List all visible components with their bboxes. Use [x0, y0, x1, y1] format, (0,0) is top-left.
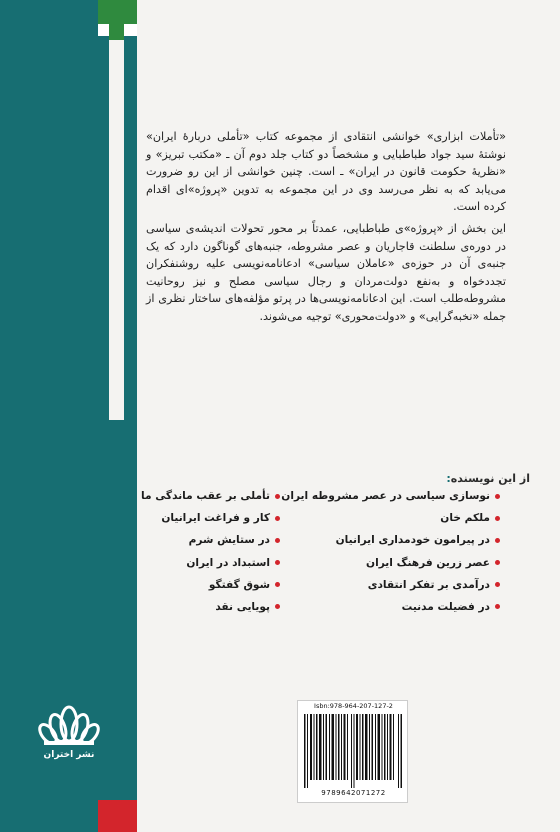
bullet-icon: [495, 582, 500, 587]
list-item: [310, 596, 500, 618]
list-item: [130, 574, 280, 596]
back-cover-blurb: [146, 128, 506, 330]
list-item: [130, 552, 280, 574]
bullet-icon: [495, 604, 500, 609]
bullet-icon: [495, 538, 500, 543]
work-title: در فضیلت مدنیت: [401, 600, 490, 613]
work-title: عصر زرین فرهنگ ایران: [366, 556, 490, 569]
publisher-name: نشر اختران: [43, 750, 95, 760]
bullet-icon: [275, 560, 280, 565]
blurb-paragraph: این بخش از «پروژه»ی طباطبایی، عمدتاً بر محور تحولات اندیشه‌ی سیاسی در دوره‌ی سلطنت قاجاریان و عصر مشروطه، جنبه‌های گوناگون دارد که یک جنبه‌ی آن در حوزه‌ی «عاملان سیاسی» ادعانامه‌نویسی علیه روشنفکران تجددخواه و به‌نفع دولت‌مردان و رجال سیاسی مصلح و نیز روحانیت مشروطه‌طلب است. این ادعانامه‌نویسی‌ها در پرتو مؤلفه‌های ساختار نظری از جمله «نخبه‌گرایی» و «دولت‌محوری» توجیه می‌شوند.: [146, 221, 506, 323]
work-title: در ستایش شرم: [188, 534, 270, 547]
bullet-icon: [275, 604, 280, 609]
works-heading: [380, 472, 530, 485]
works-list-right: [281, 485, 500, 618]
work-title: شوق گفتگو: [208, 578, 270, 591]
bullet-icon: [495, 494, 500, 499]
list-item: [130, 596, 280, 618]
bullet-icon: [495, 560, 500, 565]
work-title: در پیرامون خودمداری ایرانیان: [335, 534, 490, 547]
list-item: [130, 507, 280, 529]
barcode-digits: 9789642071272: [321, 789, 386, 797]
works-heading-colon: :: [446, 472, 451, 485]
bullet-icon: [275, 538, 280, 543]
list-item: [281, 485, 500, 507]
bullet-icon: [275, 516, 280, 521]
list-item: [310, 552, 500, 574]
bullet-icon: [275, 582, 280, 587]
work-title: استبداد در ایران: [186, 556, 270, 569]
works-heading-label: از این نویسنده: [450, 472, 530, 485]
works-list-left: [130, 485, 280, 618]
work-title: ملکم خان: [440, 512, 490, 525]
bullet-icon: [495, 516, 500, 521]
list-item: [310, 574, 500, 596]
work-title: کار و فراغت ایرانیان: [161, 512, 270, 525]
blurb-paragraph: «تأملات ابزاری» خوانشی انتقادی از مجموعه کتاب «تأملی دربارهٔ ایران» نوشتهٔ سید جواد طباطبایی و مشخصاً دو کتاب جلد دوم آن ـ «مکتب تبریز» و «نظریهٔ حکومت قانون در ایران» ـ است. چنین خوانشی از این رو ضرورت می‌یابد که به نظر می‌رسد وی در این مجموعه به تدوین «پروژه»‌ای اقدام کرده است.: [146, 130, 506, 214]
bullet-icon: [275, 494, 280, 499]
list-item: [130, 485, 280, 507]
work-title: درآمدی بر تفکر انتقادی: [367, 578, 490, 591]
flag-band-white: [109, 40, 124, 420]
flag-band-red: [109, 800, 124, 832]
isbn-barcode: [297, 700, 408, 803]
flag-band-green: [109, 0, 124, 40]
list-item: [310, 507, 500, 529]
list-item: [310, 529, 500, 551]
work-title: پویایی نقد: [215, 600, 270, 613]
list-item: [130, 529, 280, 551]
barcode-bars: [304, 714, 403, 788]
isbn-label: Isbn:978-964-207-127-2: [314, 702, 393, 710]
publisher-logo-icon: [38, 700, 100, 746]
work-title: نوسازی سیاسی در عصر مشروطه ایران: [281, 490, 490, 502]
work-title: تأملی بر عقب ماندگی ما: [140, 490, 270, 502]
